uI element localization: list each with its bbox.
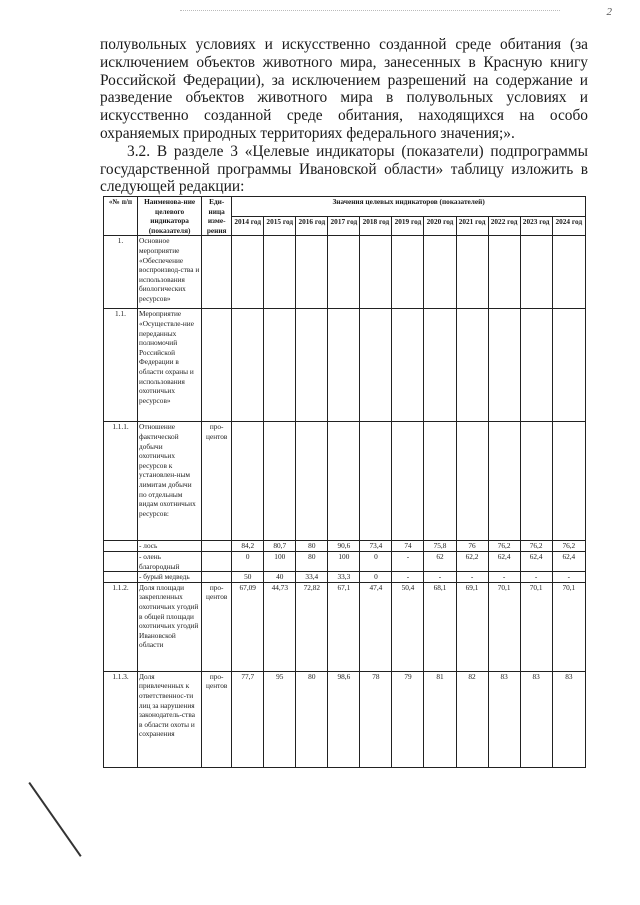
value-cell: 80,7 xyxy=(264,541,296,552)
value-cell: 50 xyxy=(232,572,264,583)
paragraph-2: 3.2. В разделе 3 «Целевые индикаторы (показатели) подпрограммы государственной программы Ивановской области» таблицу изложить в следующей редакции: xyxy=(100,142,588,196)
value-cell: - xyxy=(424,572,456,583)
row-name: Доля площади закрепленных охотничьих угодий в общей площади охотничьих угодий Ивановской области xyxy=(138,582,202,671)
value-cell: 44,73 xyxy=(264,582,296,671)
paragraph-1: полувольных условиях и искусственно созданной среде обитания (за исключением объектов животного мира, занесенных в Красную книгу Российской Федерации), за исключением разрешений на содержание и разведение объектов животного мира в полувольных условиях и искусственно созданной среде обитания, находящихся на особо охраняемых природных территориях федерального значения;». xyxy=(100,36,588,142)
year-header: 2018 год xyxy=(360,216,392,236)
value-cell: 62 xyxy=(424,551,456,571)
value-cell: 100 xyxy=(264,551,296,571)
body-text xyxy=(100,36,588,196)
value-cell: 62,4 xyxy=(488,551,520,571)
value-cell: 82 xyxy=(456,671,488,767)
value-cell: 100 xyxy=(328,551,360,571)
row-name: - лось xyxy=(138,541,202,552)
row-name: - бурый медведь xyxy=(138,572,202,583)
year-header: 2023 год xyxy=(520,216,552,236)
value-cell: 69,1 xyxy=(456,582,488,671)
value-cell: 77,7 xyxy=(232,671,264,767)
row-name: Доля привлеченных к ответственнос-ти лиц за нарушения законодатель-ства в области охоты и сохранения xyxy=(138,671,202,767)
value-cell: 75,8 xyxy=(424,541,456,552)
value-cell: 84,2 xyxy=(232,541,264,552)
value-cell: 70,1 xyxy=(488,582,520,671)
value-cell: 72,82 xyxy=(296,582,328,671)
value-cell: 80 xyxy=(296,551,328,571)
value-cell: 67,09 xyxy=(232,582,264,671)
value-cell: 81 xyxy=(424,671,456,767)
table-row xyxy=(104,551,586,571)
year-header: 2024 год xyxy=(552,216,585,236)
value-cell: - xyxy=(392,572,424,583)
value-cell: 74 xyxy=(392,541,424,552)
table-row xyxy=(104,582,586,671)
row-unit: про-центов xyxy=(202,422,232,541)
value-cell: 0 xyxy=(232,551,264,571)
value-cell: 98,6 xyxy=(328,671,360,767)
pen-stroke-mark xyxy=(28,782,81,857)
header-name: Наименова-ние целевого индикатора (показателя) xyxy=(138,197,202,236)
year-header: 2016 год xyxy=(296,216,328,236)
value-cell: - xyxy=(392,551,424,571)
value-cell: 76,2 xyxy=(552,541,585,552)
value-cell: 76,2 xyxy=(488,541,520,552)
value-cell: 70,1 xyxy=(552,582,585,671)
page-number: 2 xyxy=(606,6,612,18)
value-cell: 83 xyxy=(552,671,585,767)
value-cell: 33,4 xyxy=(296,572,328,583)
table-row xyxy=(104,309,586,422)
value-cell: 62,4 xyxy=(552,551,585,571)
year-header: 2014 год xyxy=(232,216,264,236)
year-header: 2017 год xyxy=(328,216,360,236)
value-cell: 90,6 xyxy=(328,541,360,552)
value-cell: 79 xyxy=(392,671,424,767)
year-header: 2020 год xyxy=(424,216,456,236)
value-cell: 83 xyxy=(488,671,520,767)
table-row xyxy=(104,236,586,309)
value-cell: 76 xyxy=(456,541,488,552)
row-unit: про-центов xyxy=(202,582,232,671)
table-row xyxy=(104,671,586,767)
row-name: - олень благородный xyxy=(138,551,202,571)
year-header: 2022 год xyxy=(488,216,520,236)
value-cell: - xyxy=(456,572,488,583)
value-cell: 83 xyxy=(520,671,552,767)
value-cell: 80 xyxy=(296,541,328,552)
table-row xyxy=(104,541,586,552)
row-num: 1. xyxy=(104,236,138,309)
value-cell: 47,4 xyxy=(360,582,392,671)
value-cell: 78 xyxy=(360,671,392,767)
row-num: 1.1. xyxy=(104,309,138,422)
header-num: «№ п/п xyxy=(104,197,138,236)
value-cell: 67,1 xyxy=(328,582,360,671)
value-cell: 40 xyxy=(264,572,296,583)
row-name: Отношение фактической добычи охотничьих ресурсов к установлен-ным лимитам добычи по отдельным видам охотничьих ресурсов: xyxy=(138,422,202,541)
value-cell: 50,4 xyxy=(392,582,424,671)
header-unit: Еди-ница изме-рения xyxy=(202,197,232,236)
value-cell: 0 xyxy=(360,572,392,583)
value-cell: 95 xyxy=(264,671,296,767)
row-num: 1.1.3. xyxy=(104,671,138,767)
row-num: 1.1.2. xyxy=(104,582,138,671)
value-cell: 80 xyxy=(296,671,328,767)
scan-artifact xyxy=(180,10,560,11)
value-cell: - xyxy=(488,572,520,583)
value-cell: 62,4 xyxy=(520,551,552,571)
year-header: 2021 год xyxy=(456,216,488,236)
value-cell: - xyxy=(520,572,552,583)
value-cell: - xyxy=(552,572,585,583)
header-values: Значения целевых индикаторов (показателей) xyxy=(232,197,586,217)
row-name: Мероприятие «Осуществле-ние переданных полномочий Российской Федерации в области охраны и использования охотничьих ресурсов» xyxy=(138,309,202,422)
value-cell: 62,2 xyxy=(456,551,488,571)
indicators-table xyxy=(103,196,586,768)
row-unit: про-центов xyxy=(202,671,232,767)
row-name: Основное мероприятие «Обеспечение воспроизвод-ства и использования биологических ресурсов» xyxy=(138,236,202,309)
year-header: 2019 год xyxy=(392,216,424,236)
value-cell: 33,3 xyxy=(328,572,360,583)
table-row xyxy=(104,422,586,541)
value-cell: 68,1 xyxy=(424,582,456,671)
year-header: 2015 год xyxy=(264,216,296,236)
row-num: 1.1.1. xyxy=(104,422,138,541)
table-row xyxy=(104,572,586,583)
value-cell: 76,2 xyxy=(520,541,552,552)
value-cell: 0 xyxy=(360,551,392,571)
value-cell: 70,1 xyxy=(520,582,552,671)
value-cell: 73,4 xyxy=(360,541,392,552)
